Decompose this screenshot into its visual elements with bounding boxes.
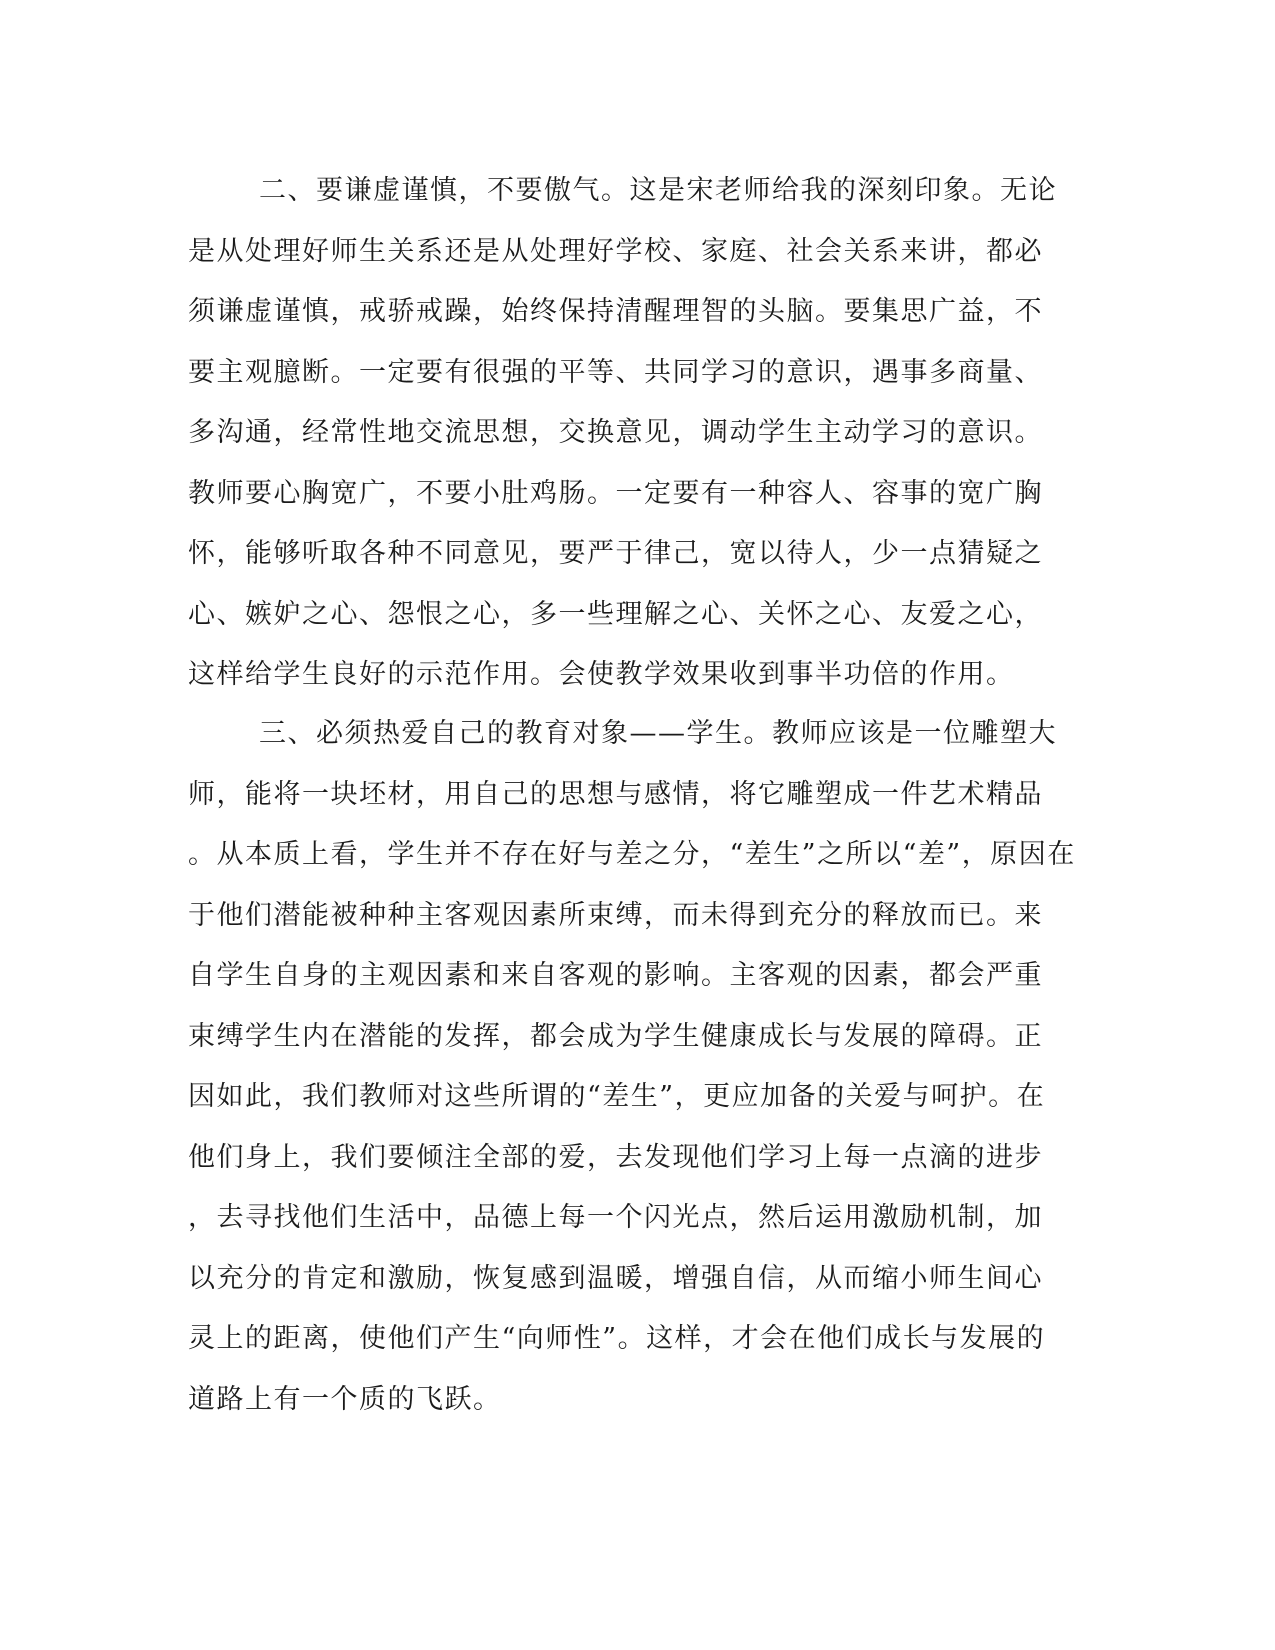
text-line: 要主观臆断。一定要有很强的平等、共同学习的意识，遇事多商量、 xyxy=(188,356,1043,388)
paragraph-2-humility xyxy=(188,161,1088,706)
text-line: 多沟通，经常性地交流思想，交换意见，调动学生主动学习的意识。 xyxy=(188,417,1043,448)
paragraph-3-love-students xyxy=(188,704,1088,1430)
text-line: 他们身上，我们要倾注全部的爱，去发现他们学习上每一点滴的进步 xyxy=(188,1141,1043,1173)
text-line: 教师要心胸宽广，不要小肚鸡肠。一定要有一种容人、容事的宽广胸 xyxy=(188,477,1043,509)
text-line: 这样给学生良好的示范作用。会使教学效果收到事半功倍的作用。 xyxy=(188,659,1015,690)
text-line: 怀，能够听取各种不同意见，要严于律己，宽以待人，少一点猜疑之 xyxy=(188,538,1043,569)
text-line: 须谦虚谨慎，戒骄戒躁，始终保持清醒理智的头脑。要集思广益，不 xyxy=(188,296,1043,327)
text-line: 二、要谦虚谨慎，不要傲气。这是宋老师给我的深刻印象。无论 xyxy=(259,175,1057,206)
text-line: ，去寻找他们生活中，品德上每一个闪光点，然后运用激励机制，加 xyxy=(188,1202,1043,1233)
text-line: 心、嫉妒之心、怨恨之心，多一些理解之心、关怀之心、友爱之心， xyxy=(188,598,1043,630)
text-line: 以充分的肯定和激励，恢复感到温暖，增强自信，从而缩小师生间心 xyxy=(188,1262,1043,1294)
text-line: 道路上有一个质的飞跃。 xyxy=(188,1383,502,1415)
text-line: 自学生自身的主观因素和来自客观的影响。主客观的因素，都会严重 xyxy=(188,960,1043,991)
text-line: 三、必须热爱自己的教育对象——学生。教师应该是一位雕塑大 xyxy=(259,718,1057,749)
text-line: 束缚学生内在潜能的发挥，都会成为学生健康成长与发展的障碍。正 xyxy=(188,1020,1043,1052)
text-line: 是从处理好师生关系还是从处理好学校、家庭、社会关系来讲，都必 xyxy=(188,235,1043,267)
text-line: 于他们潜能被种种主客观因素所束缚，而未得到充分的释放而已。来 xyxy=(188,899,1043,931)
text-line: 。从本质上看，学生并不存在好与差之分，“差生”之所以“差”，原因在 xyxy=(188,839,1076,870)
text-line: 因如此，我们教师对这些所谓的“差生”，更应加备的关爱与呵护。在 xyxy=(188,1081,1046,1112)
text-line: 师，能将一块坯材，用自己的思想与感情，将它雕塑成一件艺术精品 xyxy=(188,778,1043,810)
text-line: 灵上的距离，使他们产生“向师性”。这样，才会在他们成长与发展的 xyxy=(188,1323,1046,1354)
